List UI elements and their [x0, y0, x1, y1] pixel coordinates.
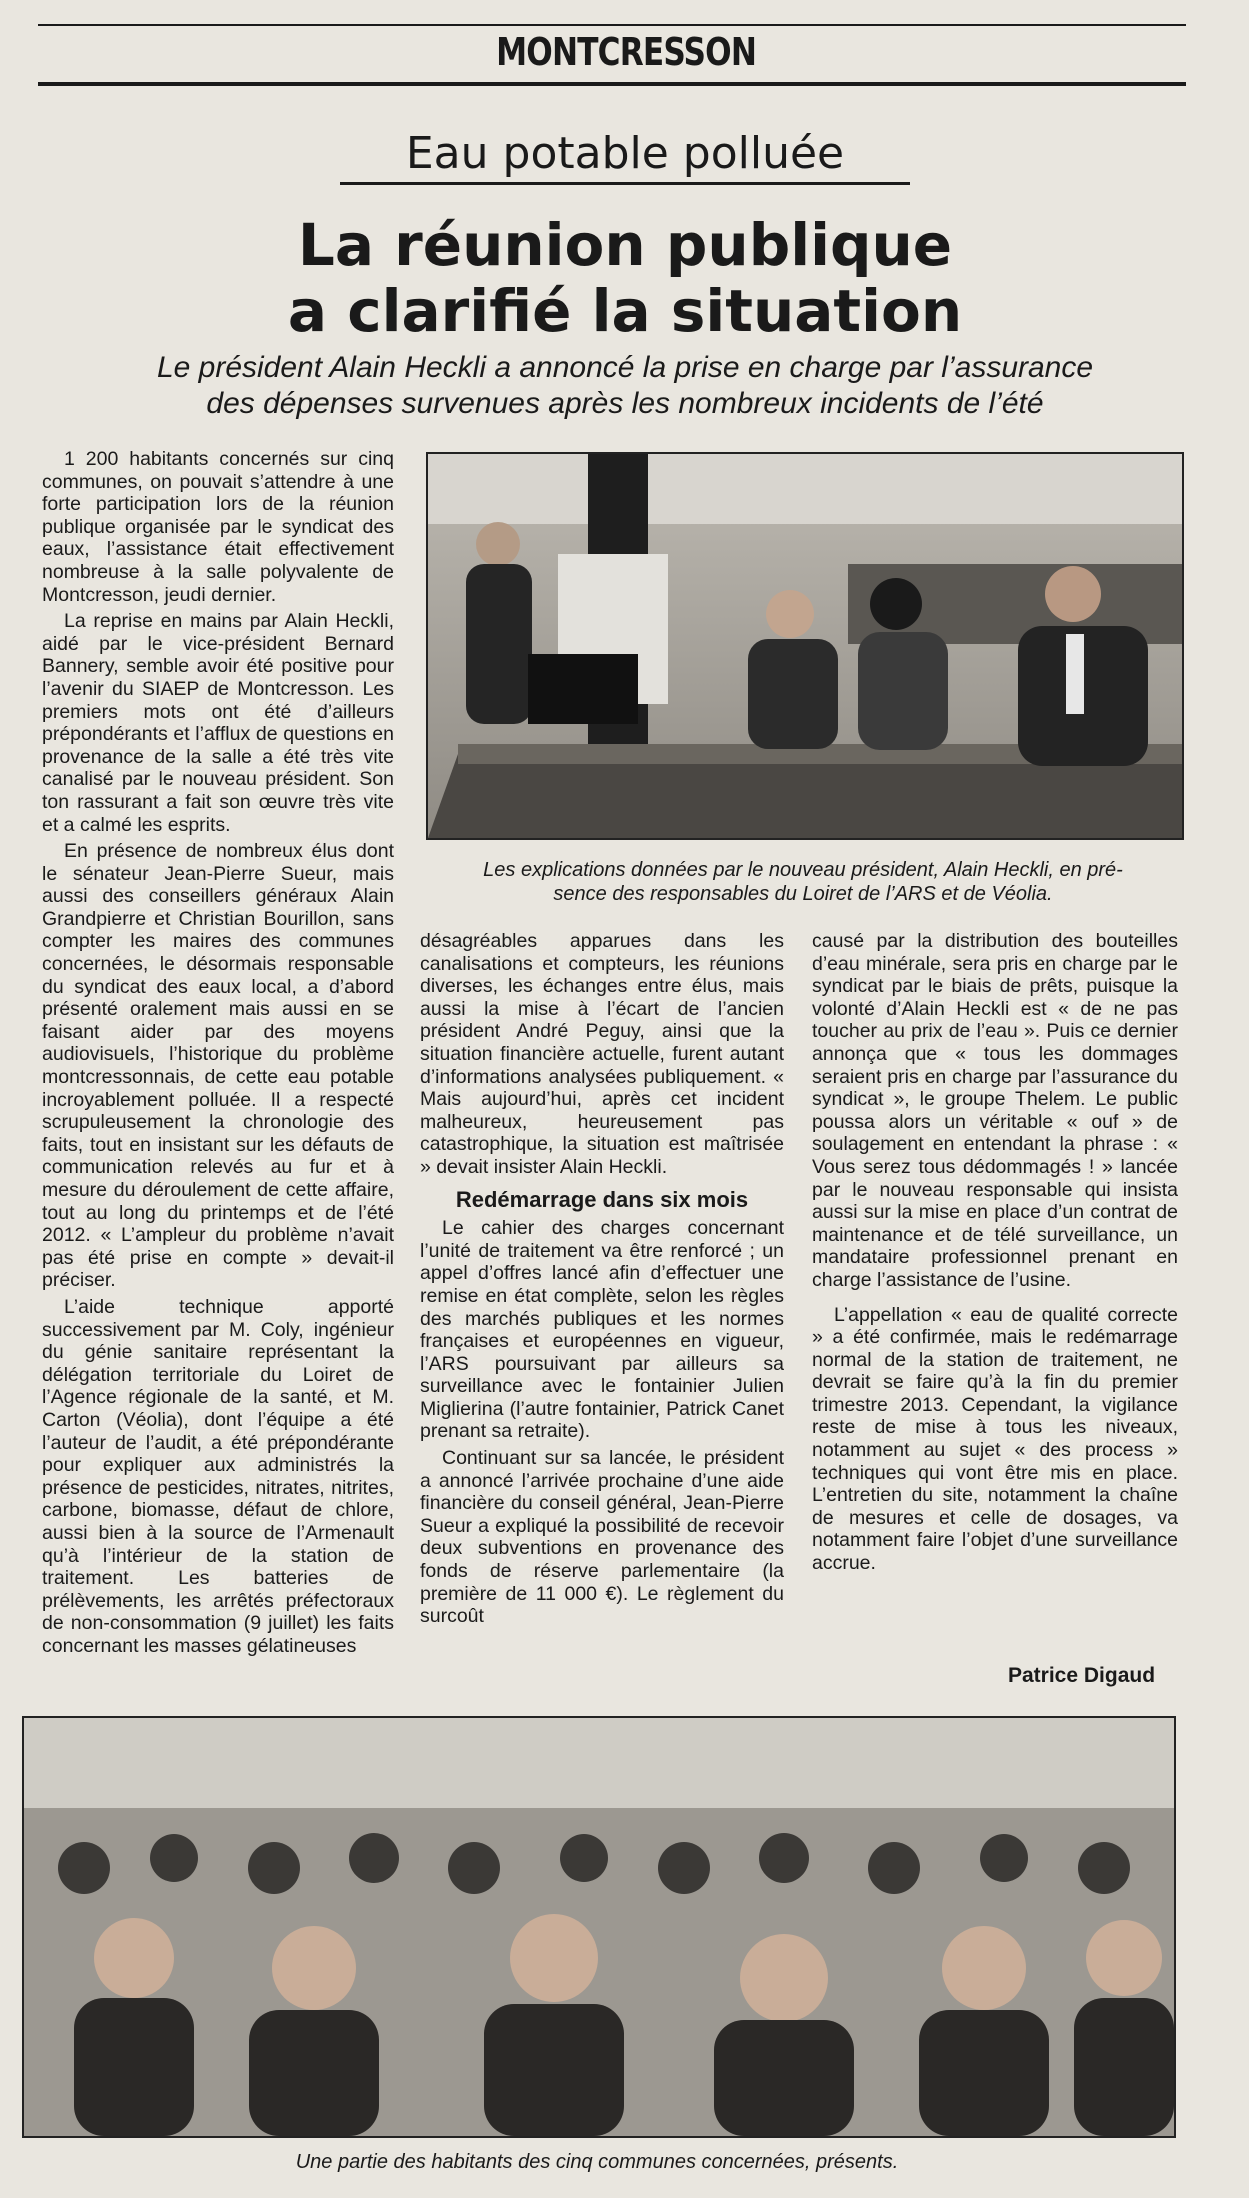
meeting-photo-image — [428, 454, 1182, 838]
article-column-3 — [812, 930, 1178, 1579]
kicker: Eau potable polluée — [340, 128, 910, 185]
article-column-1 — [42, 448, 394, 1661]
photo-caption-bottom: Une partie des habitants des cinq communes concernées, présents. — [295, 2151, 899, 2173]
paragraph: causé par la distribution des bouteilles d’eau minérale, sera pris en charge par le syndicat par le biais de prêts, puisque la volonté d’Alain Heckli est « de ne pas toucher au prix de l’eau ». Puis ce dernier annonça que « tous les dommages seraient pris en charge par l’assurance du syndicat », le groupe Thelem. Le public poussa alors un véritable « ouf » de soulagement en entendant la phrase : « Vous serez tous dédommagés ! » lancée par le nouveau responsable qui insista aussi sur la mise en place d’un contrat de maintenance et de télé surveillance, un mandataire professionnel prenant en charge l’assistance de l’usine. — [812, 930, 1178, 1291]
paragraph: désagréables apparues dans les canalisations et compteurs, les réunions diverses, les échanges entre élus, mais aussi la mise à l’écart de l’ancien président André Peguy, ainsi que la situation financière actuelle, furent autant d’informations analysées publiquement. « Mais aujourd’hui, après cet incident malheureux, heureusement pas catastrophique, la situation est maîtrisée » devait insister Alain Heckli. — [420, 930, 784, 1178]
paragraph: 1 200 habitants concernés sur cinq communes, on pouvait s’attendre à une forte participation lors de la réunion publique organisée par le syndicat des eaux, l’assistance était effectivement nombreuse à la salle polyvalente de Montcresson, jeudi dernier. — [42, 448, 394, 606]
bleed-through-right — [950, 80, 964, 126]
bleed-through-left — [40, 110, 370, 134]
meeting-photo — [426, 452, 1184, 840]
paragraph: En présence de nombreux élus dont le sénateur Jean-Pierre Sueur, mais aussi des conseillers généraux Alain Grandpierre et Christian Bourillon, sans compter les maires des communes concernées, le désormais responsable du syndicat des eaux local, a d’abord présenté oralement mais aussi en se faisant aider par des moyens audiovisuels, l’historique du problème montcressonnais, de cette eau potable incroyablement polluée. Il a respecté scrupuleusement la chronologie des faits, tout en insistant sur les défauts de communication relevés au fur et à mesure du déroulement de cette affaire, tout au long du printemps et de l’été 2012. « L’ampleur du problème n’avait pas été prise en compte » devait-il préciser. — [42, 840, 394, 1292]
headline-line-2: a clarifié la situation — [287, 277, 963, 345]
section-subtitle: Redémarrage dans six mois — [455, 1186, 749, 1212]
headline — [120, 212, 1130, 344]
author-signature: Patrice Digaud — [1008, 1664, 1156, 1687]
paragraph: Le cahier des charges concernant l’unité de traitement va être renforcé ; un appel d’offres lancé afin d’effectuer une remise en état complète, selon les règles des marchés publiques et les normes françaises et européennes en vigueur, l’ARS poursuivant par ailleurs sa surveillance avec le fontainier Julien Miglierina (l’autre fontainier, Patrick Canet prenant sa retraite). — [420, 1217, 784, 1443]
paragraph: L’appellation « eau de qualité correcte » a été confirmée, mais le redémarrage normal de la station de traitement, ne devrait se faire qu’à la fin du premier trimestre 2013. Cependant, la vigilance reste de mise à tous les niveaux, notamment au sujet « des process » techniques qui vont être mis en place. L’entretien du site, notamment la chaîne de mesures et celle de dosages, va notamment faire l’objet d’une surveillance accrue. — [812, 1303, 1178, 1575]
paragraph: L’aide technique apporté successivement par M. Coly, ingénieur du génie sanitaire représentant la délégation territoriale du Loiret de l’Agence régionale de la santé, et M. Carton (Véolia), dont l’équipe a été l’auteur de l’audit, a été prépondérante pour expliquer aux administrés la présence de pesticides, nitrates, nitrites, carbone, biomasse, défaut de chlore, aussi bien à la source de l’Armenault qu’à l’intérieur de la station de traitement. Les batteries de prélèvements, les arrêtés préfectoraux de non-consommation (9 juillet) les faits concernant les masses gélatineuses — [42, 1295, 394, 1657]
subhead-line-2: des dépenses survenues après les nombreux incidents de l’été — [206, 387, 1044, 420]
audience-photo — [22, 1716, 1176, 2138]
section-rule — [38, 82, 1186, 86]
section-title: MONTCRESSON — [496, 30, 757, 74]
audience-photo-image — [24, 1718, 1174, 2136]
caption-top-line-1: Les explications données par le nouveau président, Alain Heckli, en pré- — [483, 859, 1123, 881]
subhead-line-1: Le président Alain Heckli a annoncé la prise en charge par l’assurance — [156, 351, 1094, 384]
headline-line-1: La réunion publique — [297, 211, 953, 279]
paragraph: Continuant sur sa lancée, le président a annoncé l’arrivée prochaine d’une aide financière du conseil général, Jean-Pierre Sueur a expliqué la possibilité de recevoir deux subventions en provenance des fonds de réserve parlementaire (la première de 11 000 €). Le règlement du surcoût — [420, 1447, 784, 1628]
caption-top-line-2: sence des responsables du Loiret de l’ARS et de Véolia. — [553, 883, 1053, 905]
article-column-2 — [420, 930, 784, 1632]
top-rule — [38, 24, 1186, 26]
photo-caption-top — [426, 858, 1180, 906]
subheadline — [40, 350, 1210, 422]
paragraph: La reprise en mains par Alain Heckli, aidé par le vice-président Bernard Bannery, semble avoir été positive pour l’avenir du SIAEP de Montcresson. Les premiers mots ont été d’ailleurs prépondérants et l’afflux de questions en provenance de la salle a été très vite canalisé par le nouveau président. Son ton rassurant a fait son œuvre très vite et a calmé les esprits. — [42, 610, 394, 836]
